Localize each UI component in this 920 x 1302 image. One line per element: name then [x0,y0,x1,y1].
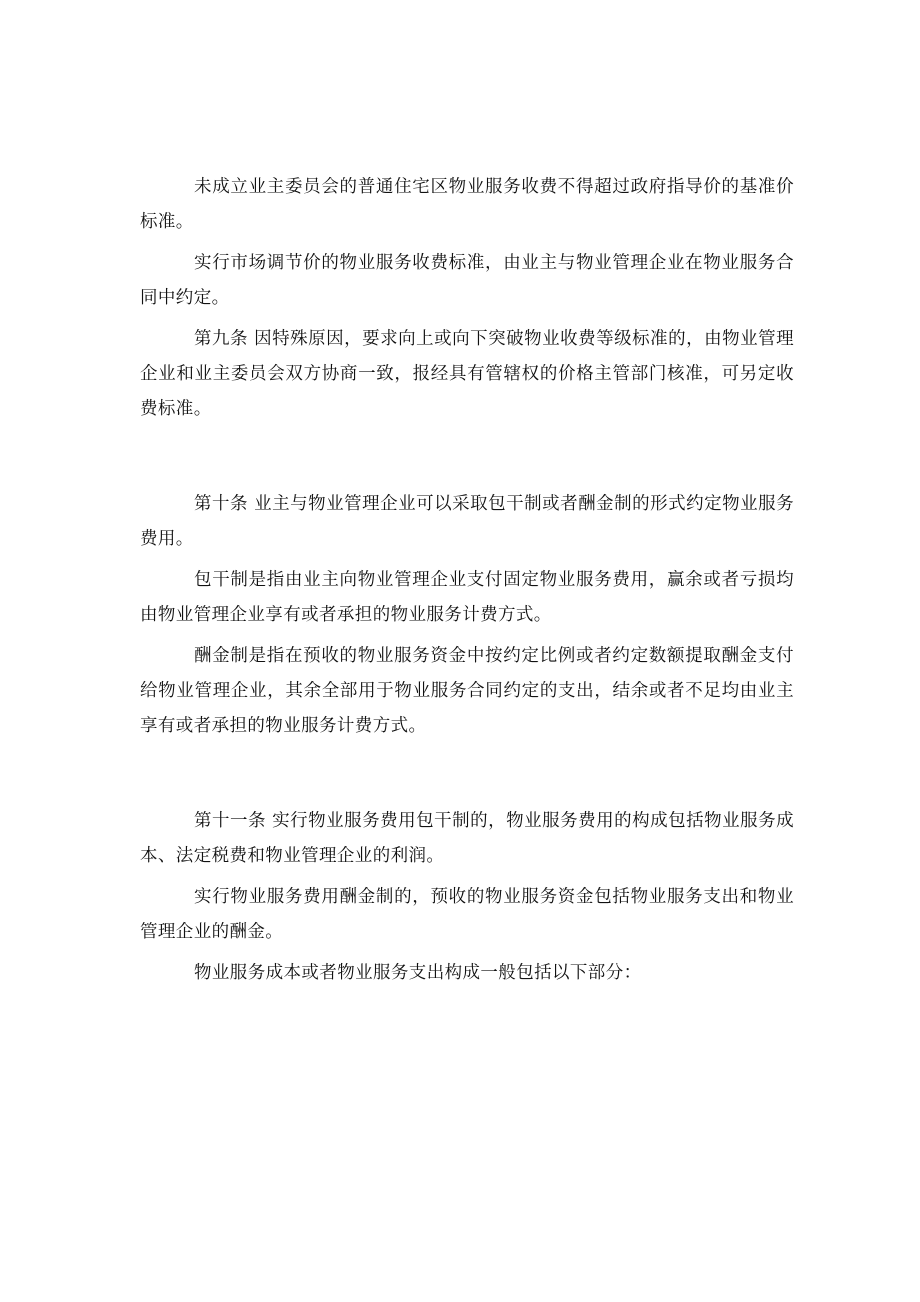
paragraph-commission-system: 酬金制是指在预收的物业服务资金中按约定比例或者约定数额提取酬金支付给物业管理企业，其余全部用于物业服务合同约定的支出，结余或者不足均由业主享有或者承担的物业服务计费方式。 [140,646,794,736]
paragraph-commission-funds: 实行物业服务费用酬金制的，预收的物业服务资金包括物业服务支出和物业管理企业的酬金。 [140,887,794,942]
paragraph-article-9: 第九条 因特殊原因，要求向上或向下突破物业收费等级标准的，由物业管理企业和业主委员会双方协商一致，报经具有管辖权的价格主管部门核准，可另定收费标准。 [140,329,794,419]
section-gap [140,750,794,804]
paragraph-article-10: 第十条 业主与物业管理企业可以采取包干制或者酬金制的形式约定物业服务费用。 [140,494,794,549]
section-gap [140,433,794,487]
paragraph-lump-sum-system: 包干制是指由业主向物业管理企业支付固定物业服务费用，赢余或者亏损均由物业管理企业享有或者承担的物业服务计费方式。 [140,570,794,625]
paragraph-article-11: 第十一条 实行物业服务费用包干制的，物业服务费用的构成包括物业服务成本、法定税费和物业管理企业的利润。 [140,811,794,866]
paragraph-market-price-standard: 实行市场调节价的物业服务收费标准，由业主与物业管理企业在物业服务合同中约定。 [140,253,794,308]
paragraph-base-price-standard: 未成立业主委员会的普通住宅区物业服务收费不得超过政府指导价的基准价标准。 [140,177,794,232]
paragraph-cost-components: 物业服务成本或者物业服务支出构成一般包括以下部分： [194,963,642,983]
document-body [140,170,794,997]
